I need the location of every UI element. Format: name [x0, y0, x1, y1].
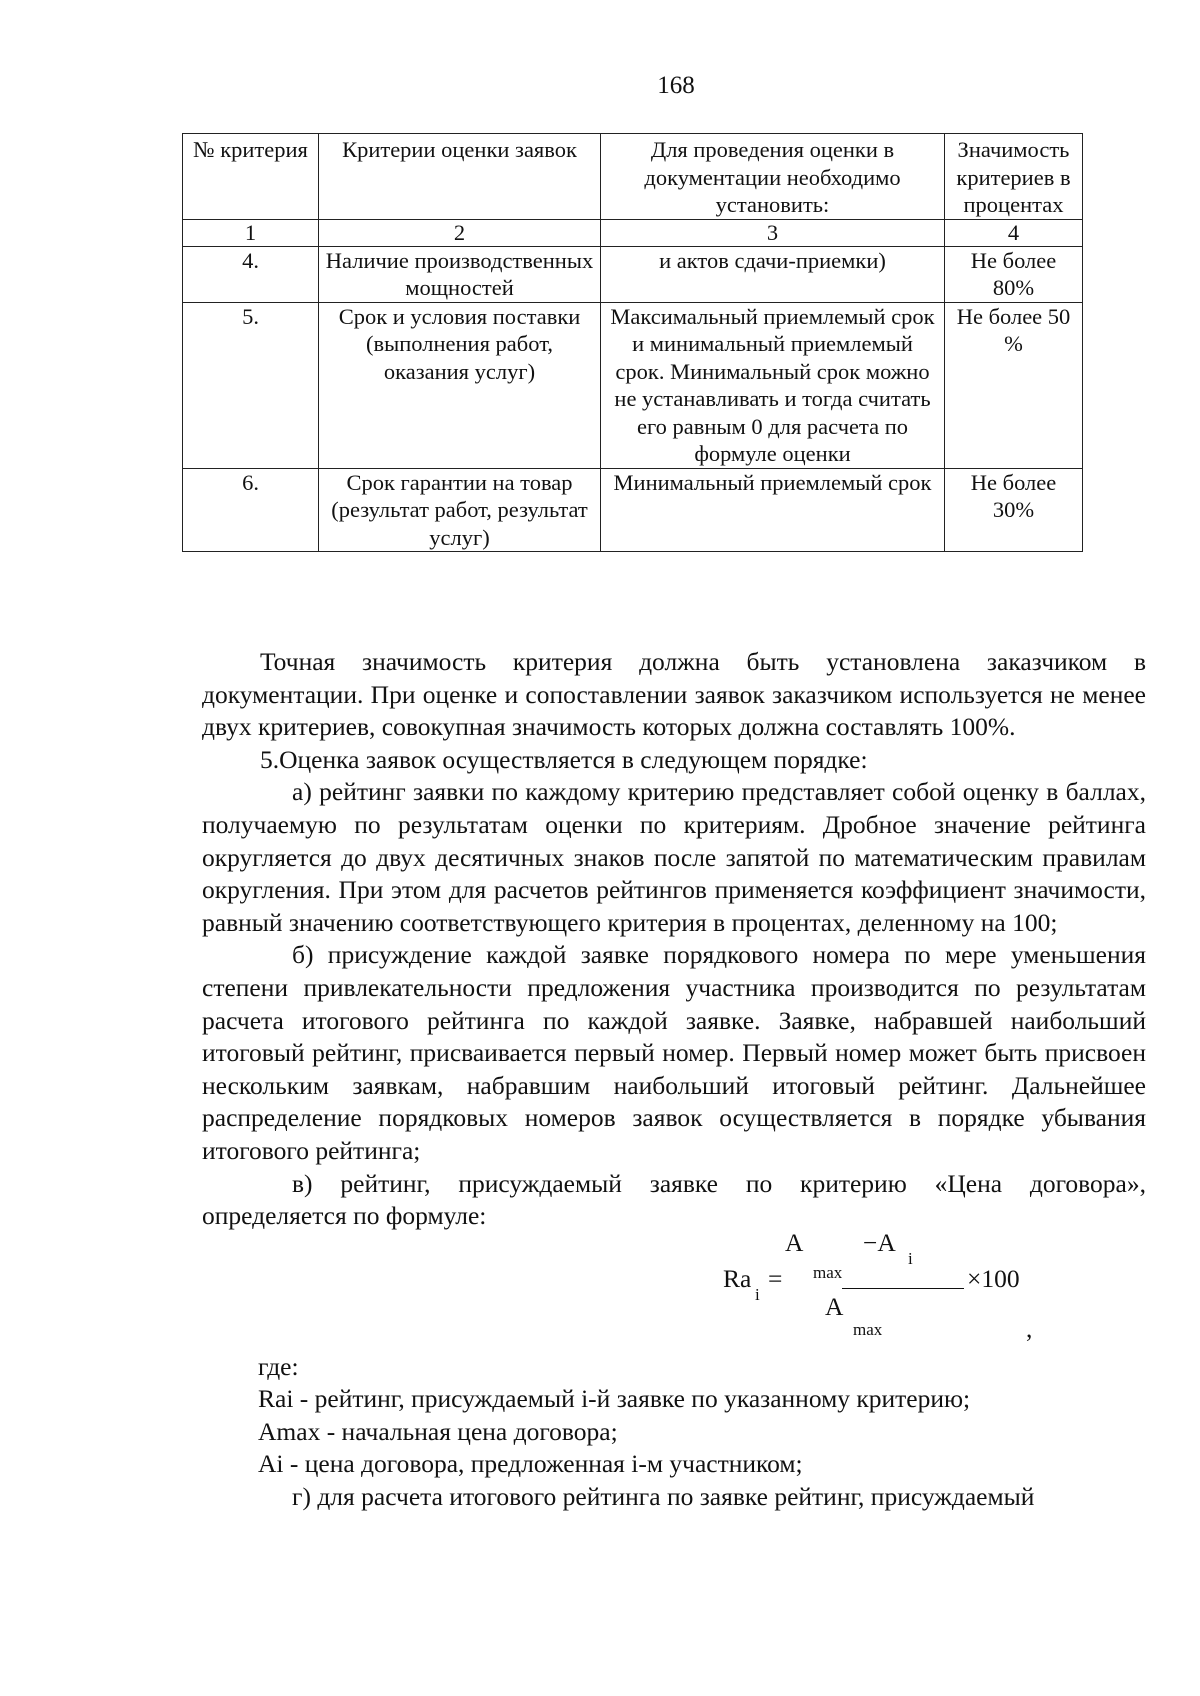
table-cell: Срок гарантии на товар (результат работ, результат услуг) [319, 468, 601, 552]
formula-lhs: Ra [723, 1263, 752, 1293]
table-cell: Срок и условия поставки (выполнения работ, оказания услуг) [319, 302, 601, 468]
formula-denominator-a: A [825, 1291, 844, 1321]
paragraph: 5.Оценка заявок осуществляется в следующем порядке: [260, 744, 868, 774]
table-header-row [183, 134, 1083, 220]
table-cell: Минимальный приемлемый срок [601, 468, 945, 552]
formula-numerator-sub: max [813, 1262, 843, 1282]
page-number: 168 [657, 72, 695, 99]
table-cell: Не более 80% [945, 246, 1083, 302]
paragraph: в) рейтинг, присуждаемый заявке по критерию «Цена договора», определяется по формуле: [202, 1168, 1146, 1231]
formula-times: ×100 [967, 1263, 1020, 1293]
paragraph: г) для расчета итогового рейтинга по заявке рейтинг, присуждаемый [292, 1482, 1035, 1512]
criteria-table [182, 133, 1083, 552]
table-cell: Не более 50 % [945, 302, 1083, 468]
formula-comma: , [1026, 1313, 1033, 1343]
header-cell: Значимость критериев в процентах [945, 134, 1083, 220]
table-row [183, 302, 1083, 468]
definition-rai: Rai - рейтинг, присуждаемый i-й заявке по указанному критерию; [258, 1384, 971, 1414]
header-cell: Для проведения оценки в документации необходимо установить: [601, 134, 945, 220]
table-cell: Максимальный приемлемый срок и минимальный приемлемый срок. Минимальный срок можно не устанавливать и тогда считать его равным 0 для расчета по формуле оценки [601, 302, 945, 468]
index-cell: 4 [945, 219, 1083, 246]
definitions [202, 1351, 1146, 1514]
table-cell: 6. [183, 468, 319, 552]
table-cell: 5. [183, 302, 319, 468]
table-cell: 4. [183, 246, 319, 302]
header-cell: Критерии оценки заявок [319, 134, 601, 220]
body-text [202, 646, 1146, 1514]
index-cell: 2 [319, 219, 601, 246]
table-index-row [183, 219, 1083, 246]
index-cell: 3 [601, 219, 945, 246]
paragraph: а) рейтинг заявки по каждому критерию представляет собой оценку в баллах, получаемую по результатам оценки по критериям. Дробное значение рейтинга округляется до двух десятичных знаков после запятой по математическим правилам округления. При этом для расчетов рейтингов применяется коэффициент значимости, равный значению соответствующего критерия в процентах, деленному на 100; [202, 777, 1146, 937]
definition-where: где: [258, 1351, 299, 1381]
table-row [183, 246, 1083, 302]
table-cell: Наличие производственных мощностей [319, 246, 601, 302]
formula-lhs-sub: i [755, 1284, 760, 1304]
formula-numerator-a: A [785, 1227, 804, 1257]
paragraph: Точная значимость критерия должна быть установлена заказчиком в документации. При оценке и сопоставлении заявок заказчиком используется не менее двух критериев, совокупная значимость которых должна составлять 100%. [202, 647, 1146, 742]
table-row [183, 468, 1083, 552]
rating-formula [202, 1227, 1146, 1351]
table-cell: и актов сдачи-приемки) [601, 246, 945, 302]
formula-equals: = [768, 1263, 783, 1293]
header-cell: № критерия [183, 134, 319, 220]
fraction-bar [842, 1288, 964, 1290]
formula-denominator-sub: max [853, 1319, 883, 1339]
table-cell: Не более 30% [945, 468, 1083, 552]
definition-ai: Ai - цена договора, предложенная i-м участником; [258, 1449, 803, 1479]
formula-minus-a: −A [863, 1227, 896, 1257]
formula-numerator-i: i [908, 1248, 913, 1268]
definition-amax: Amax - начальная цена договора; [258, 1416, 618, 1446]
index-cell: 1 [183, 219, 319, 246]
paragraph: б) присуждение каждой заявке порядкового номера по мере уменьшения степени привлекательности предложения участника производится по результатам расчета итогового рейтинга по каждой заявке. Заявке, набравшей наибольший итоговый рейтинг, присваивается первый номер. Первый номер может быть присвоен нескольким заявкам, набравшим наибольший итоговый рейтинг. Дальнейшее распределение порядковых номеров заявок осуществляется в порядке убывания итогового рейтинга; [202, 940, 1146, 1165]
